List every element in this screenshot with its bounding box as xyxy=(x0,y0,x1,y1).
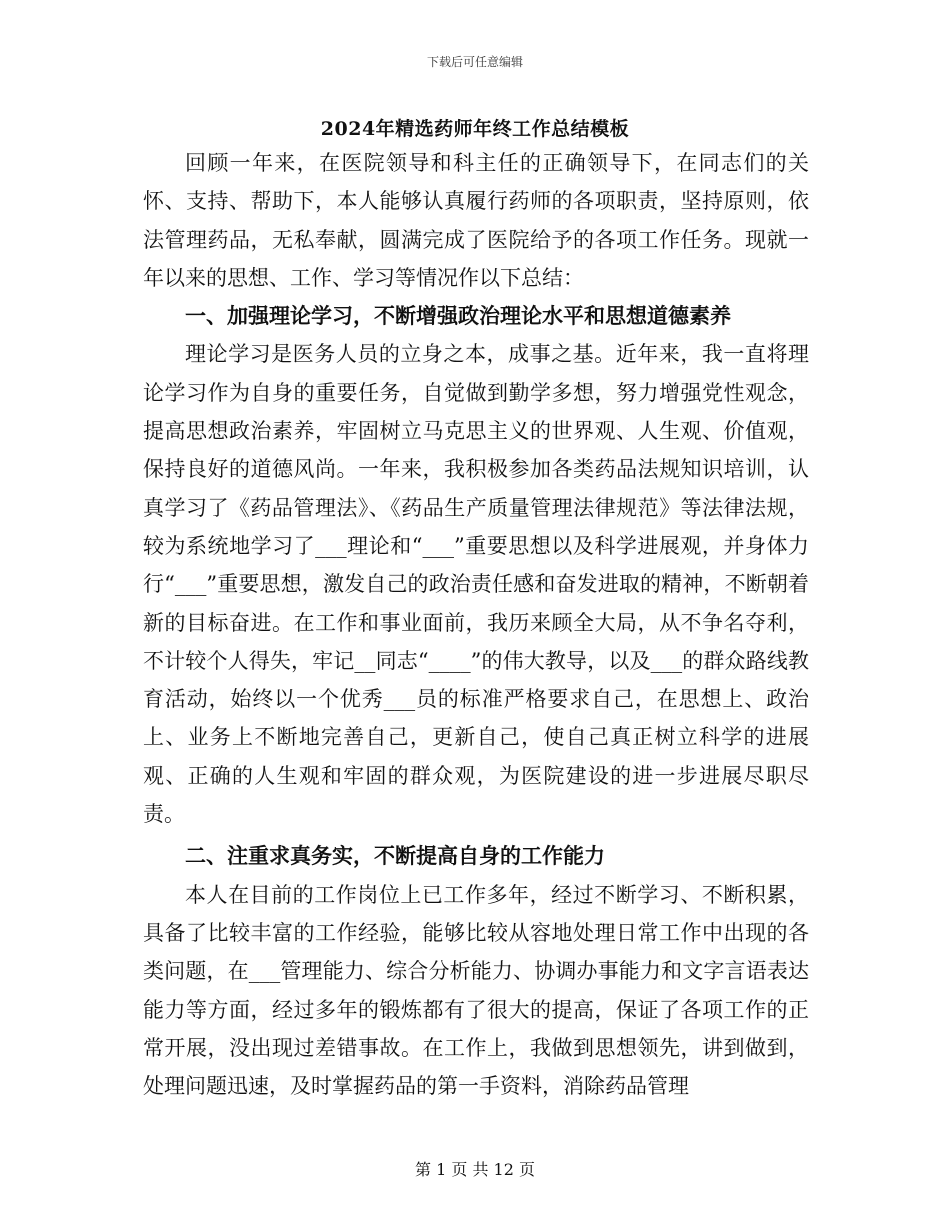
page-number-footer: 第 1 页 共 12 页 xyxy=(415,1160,535,1179)
document-body xyxy=(143,144,809,1105)
section-2-paragraph: 本人在目前的工作岗位上已工作多年，经过不断学习、不断积累，具备了比较丰富的工作经验，能够比较从容地处理日常工作中出现的各类问题，在___管理能力、综合分析能力、协调办事能力和文字言语表达能力等方面，经过多年的锻炼都有了很大的提高，保证了各项工作的正常开展，没出现过差错事故。在工作上，我做到思想领先，讲到做到，处理问题迅速，及时掌握药品的第一手资料，消除药品管理 xyxy=(143,882,809,1099)
document-title: 2024年精选药师年终工作总结模板 xyxy=(320,118,630,140)
intro-paragraph: 回顾一年来，在医院领导和科主任的正确领导下，在同志们的关怀、支持、帮助下，本人能够认真履行药师的各项职责，坚持原则，依法管理药品，无私奉献，圆满完成了医院给予的各项工作任务。现就一年以来的思想、工作、学习等情况作以下总结： xyxy=(143,151,809,290)
section-1-paragraph: 理论学习是医务人员的立身之本，成事之基。近年来，我一直将理论学习作为自身的重要任务，自觉做到勤学多想，努力增强党性观念，提高思想政治素养，牢固树立马克思主义的世界观、人生观、价值观，保持良好的道德风尚。一年来，我积极参加各类药品法规知识培训，认真学习了《药品管理法》、《药品生产质量管理法律规范》等法律法规，较为系统地学习了___理论和“___”重要思想以及科学进展观，并身体力行“___”重要思想，激发自己的政治责任感和奋发进取的精神，不断朝着新的目标奋进。在工作和事业面前，我历来顾全大局，从不争名夺利，不计较个人得失，牢记__同志“____”的伟大教导，以及___的群众路线教育活动，始终以一个优秀___员的标准严格要求自己，在思想上、政治上、业务上不断地完善自己，更新自己，使自己真正树立科学的进展观、正确的人生观和牢固的群众观，为医院建设的进一步进展尽职尽责。 xyxy=(143,342,809,827)
section-1-heading: 一、加强理论学习，不断增强政治理论水平和思想道德素养 xyxy=(185,303,731,329)
section-2-heading: 二、注重求真务实，不断提高自身的工作能力 xyxy=(185,843,605,869)
header-note: 下载后可任意编辑 xyxy=(426,55,523,69)
